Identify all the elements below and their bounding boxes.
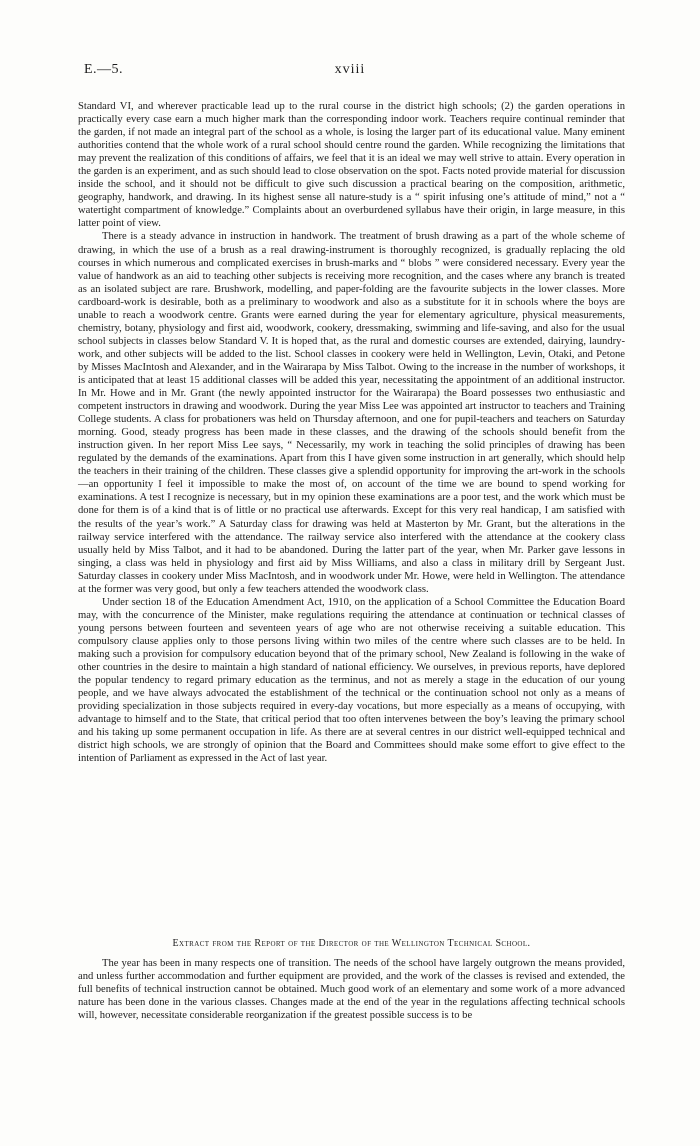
paragraph-handwork: There is a steady advance in instruction in handwork. The treatment of brush drawing as a part of the whole scheme of drawing, in which the use of a brush as a real drawing-instrument is thoroughly recognized, is gradually replacing the old courses in which numerous and complicated exercises in brush-marks and “ blobs ” were considered necessary. Every year the value of handwork as an aid to teaching other subjects is receiving more recognition, and the cases where any branch is treated as an isolated subject are rare. Brushwork, modelling, and paper-folding are the favourite subjects in the lower classes. More cardboard-work is desirable, both as a preliminary to woodwork and also as a substitute for it in schools where the boys are unable to reach a woodwork centre. Grants were earned during the year for elementary agriculture, physical measurements, chemistry, botany, physiology and first aid, woodwork, cookery, dressmaking, swimming and life-saving, and also for the usual school subjects in classes below Standard V. It is hoped that, as the rural and domestic courses are extended, dairying, laundry-work, and other subjects will be added to the list. School classes in cookery were held in Wellington, Levin, Otaki, and Petone by Misses MacIntosh and Alexander, and in the Wairarapa by Miss Talbot. Owing to the increase in the number of workshops, it is anticipated that at least 15 additional classes will be added this year, necessitating the appointment of an additional instructor. In Mr. Howe and in Mr. Grant (the newly appointed instructor for the Wairarapa) the Board possesses two enthusiastic and competent instructors in drawing and woodwork. During the year Miss Lee was appointed art instructor to teachers and Training College students. A class for probationers was held on Thursday afternoon, and one for pupil-teachers and teachers on Saturday morning. Good, steady progress has been made in these classes, and the drawing of the schools should benefit from the instruction given. In her report Miss Lee says, “ Necessarily, my work in teaching the solid principles of drawing has been regulated by the demands of the examinations. Apart from this I have given some instruction in art generally, which should help the teachers in their training of the children. These classes give a splendid opportunity for improving the art-work in the schools—an opportunity I feel it impossible to make the most of, on account of the time we are bound to spend working for examinations. A test I recognize is necessary, but in my opinion these examinations are a poor test, and the work which must be done for them is of a kind that is of little or no practical use afterwards. Except for this very real handicap, I am satisfied with the results of the year’s work.” A Saturday class for drawing was held at Masterton by Mr. Grant, but the alterations in the railway service interfered with the attendance. The railway service also interfered with the attendance at the cookery class usually held by Miss Talbot, and it had to be abandoned. During the latter part of the year, when Mr. Parker gave lessons in singing, a class was held in physiology and first aid by Miss Williams, and also a class in military drill by Sergeant Just. Saturday classes in cookery under Miss MacIntosh, and in woodwork under Mr. Howe, were held in Wellington. The attendance at the former was very good, but only a few teachers attended the woodwork class. [78,231,625,595]
paragraph-rural-garden: Standard VI, and wherever practicable lead up to the rural course in the district high schools; (2) the garden operations in practically every case earn a much higher mark than the corresponding indoor work. Teachers require continual reminder that the garden, if not made an integral part of the school as a whole, is losing the larger part of its educational value. Many eminent authorities contend that the whole work of a rural school should centre round the garden. While recognizing the limitations that may prevent the realization of this conditions of affairs, we feel that it is an ideal we may well strive to attain. Every operation in the garden is an experiment, and as such should lead to close observation on the spot. Facts noted provide material for discussion inside the school, and it should not be difficult to give such discussion a practical bearing on the composition, arithmetic, geography, handwork, and drawing. In its highest sense all nature-study is a “ spirit infusing one’s attitude of mind,” not a “ watertight compartment of knowledge.” Complaints about an overburdened syllabus have their origin, in large measure, in this latter point of view. [78,101,625,230]
extract-body [78,957,625,1022]
section-title: Extract from the Report of the Director of the Wellington Technical School. [172,938,531,949]
page-header [0,62,700,80]
report-body [78,100,625,765]
page-number: xviii [334,62,366,77]
document-reference: E.—5. [84,62,124,77]
paragraph-technical-school: The year has been in many respects one of transition. The needs of the school have largely outgrown the means provided, and unless further accommodation and further equipment are provided, and the work of the classes is revised and extended, the full benefits of technical instruction cannot be obtained. Much good work of an elementary and some work of a more advanced nature has been done in the various classes. Changes made at the end of the year in the regulations affecting technical schools will, however, necessitate considerable reorganization if the greatest possible success is to be [78,958,625,1022]
paragraph-education-act: Under section 18 of the Education Amendment Act, 1910, on the application of a School Committee the Education Board may, with the concurrence of the Minister, make regulations requiring the attendance at continuation or technical classes of young persons between fourteen and seventeen years of age who are not otherwise receiving a suitable education. This compulsory clause applies only to those persons living within two miles of the centre where such classes are to be held. In making such a provision for compulsory education beyond that of the primary school, New Zealand is following in the wake of other countries in the desire to maintain a high standard of national efficiency. We ourselves, in previous reports, have deplored the popular tendency to regard primary education as the terminus, and not as merely a stage in the education of our young people, and we have always advocated the establishment of the technical or the continuation school not only as a means of providing specialization in those subjects required in every-day vocations, but more especially as a means of occupying, with advantage to himself and to the State, that critical period that too often intervenes between the boy’s leaving the primary school and his taking up some permanent occupation in life. As there are at several centres in our district well-equipped technical and district high schools, we are strongly of opinion that the Board and Committees should make some effort to give effect to the intention of Parliament as expressed in the Act of last year. [78,596,625,765]
